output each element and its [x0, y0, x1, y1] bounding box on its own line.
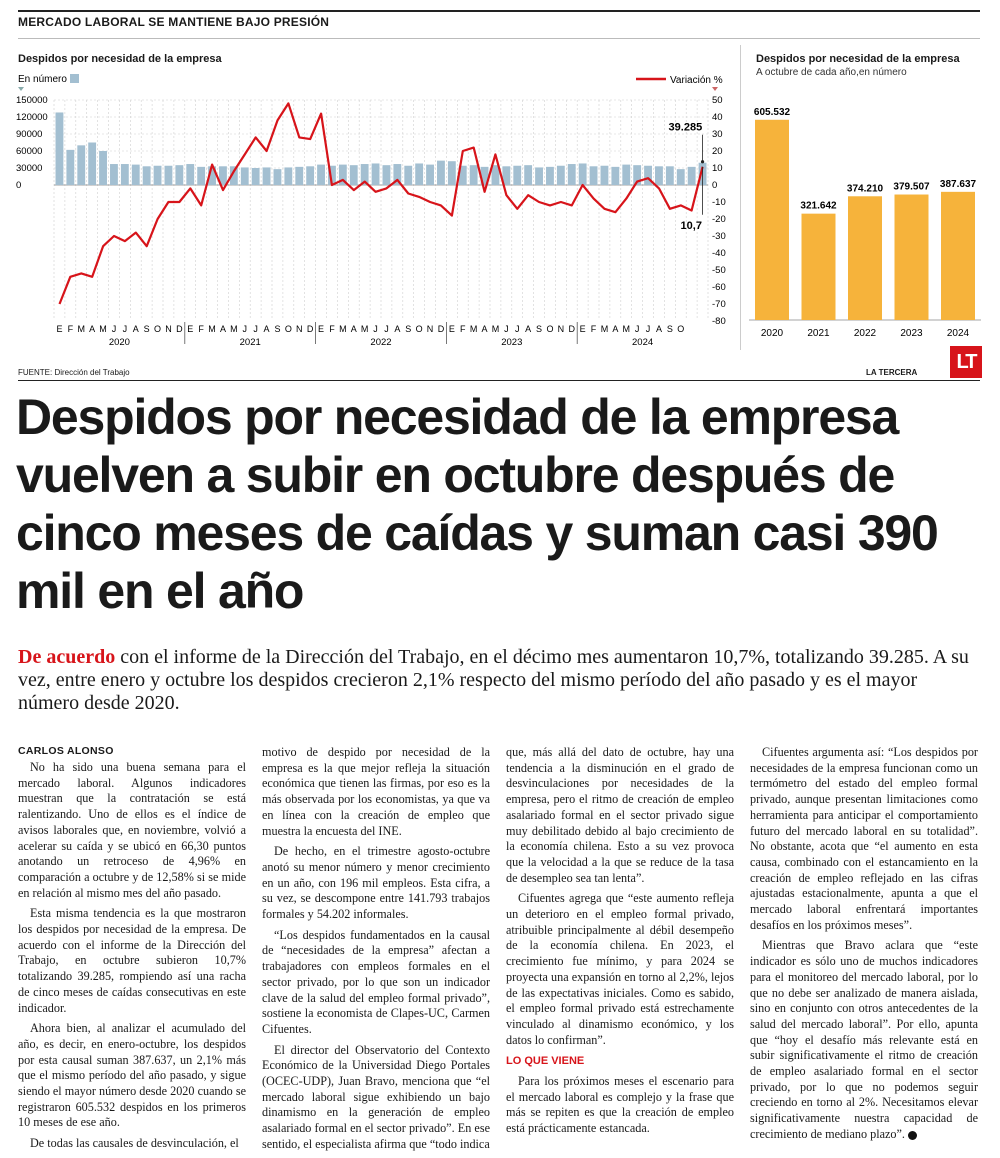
monthly-bar — [252, 168, 260, 185]
monthly-bar — [677, 169, 685, 185]
annual-category-label: 2020 — [760, 328, 784, 339]
monthly-bar — [186, 164, 194, 185]
kicker-rule — [18, 38, 980, 39]
body-paragraph: De hecho, en el trimestre agosto-octubre anotó su menor número y menor crecimiento en un año, con 196 mil empleos. Esta cifra, a su vez, se descompone entre 141.793 trabajos formales y 54.202 informales. — [262, 844, 490, 922]
annual-bar — [755, 120, 789, 320]
right-tick-label: -70 — [712, 299, 726, 310]
month-tick-label: D — [176, 324, 183, 334]
month-tick-label: M — [360, 324, 369, 334]
annual-value-label: 321.642 — [800, 200, 837, 212]
month-tick-label: D — [306, 324, 314, 334]
month-tick-label: E — [318, 324, 325, 334]
right-tick-label: -40 — [712, 248, 726, 259]
month-tick-label: J — [373, 324, 378, 334]
month-tick-label: A — [219, 324, 226, 334]
body-paragraph-text: Mientras que Bravo aclara que “este indicador es sólo uno de muchos indicadores para el monitoreo del mercado laboral, por lo que no debe ser analizado de manera aislada, sino en conjunto con otros antecedentes de la salud del mercado laboral”. Por ello, apunta que “hoy el desafío más relevante está en subir significativamente el ritmo de creación de empleo asalariado formal en el sector privado, por lo que no podemos seguir creciendo en torno al 2%. Necesitamos elevar significativamente nuestra capacidad de crecimiento de mediano plazo”. — [750, 938, 978, 1141]
month-tick-label: O — [677, 324, 685, 334]
section-kicker: MERCADO LABORAL SE MANTIENE BAJO PRESIÓN — [18, 15, 330, 29]
last-variation-label: 10,7 — [680, 219, 702, 232]
deck — [18, 646, 980, 715]
month-tick-label: N — [426, 324, 434, 334]
monthly-bar — [524, 165, 532, 185]
annual-bar — [848, 196, 882, 320]
annual-value-label: 605.532 — [753, 106, 791, 118]
annual-bar — [802, 214, 836, 320]
monthly-bar — [513, 166, 521, 185]
body-column-2 — [262, 745, 490, 1158]
month-tick-label: M — [230, 324, 238, 334]
left-tick-label: 60000 — [16, 146, 43, 157]
month-tick-label: F — [329, 324, 335, 334]
annual-category-label: 2023 — [900, 328, 923, 339]
monthly-bar — [121, 164, 129, 185]
monthly-bar — [383, 165, 391, 185]
monthly-bar — [154, 166, 162, 185]
left-tick-label: 150000 — [16, 95, 48, 106]
right-tick-label: -60 — [712, 282, 726, 293]
monthly-bar — [470, 165, 478, 185]
month-tick-label: M — [491, 324, 500, 334]
monthly-bar — [110, 164, 118, 185]
month-tick-label: E — [579, 324, 586, 334]
body-paragraph: Cifuentes agrega que “este aumento refleja un deterioro en el empleo formal privado, atribuible principalmente al débil desempeño de la economía chilena. En 2023, el crecimiento fue mínimo, y para 2024 se proyecta una expansión en torno al 2,2%, lejos de las expectativas iniciales. Como es sabido, el empleo formal privado está estrechamente vinculado al dinamismo económico, y los datos lo confirman”. — [506, 891, 734, 1047]
annual-chart-title: Despidos por necesidad de la empresa — [756, 53, 960, 65]
left-tick-label: 0 — [16, 180, 22, 191]
monthly-bar — [666, 166, 674, 185]
monthly-bar — [415, 163, 423, 185]
month-tick-label: A — [394, 324, 401, 334]
month-tick-label: S — [405, 324, 412, 334]
monthly-bar — [535, 167, 543, 185]
month-tick-label: O — [154, 324, 162, 334]
month-tick-label: F — [198, 324, 204, 334]
annual-category-label: 2022 — [853, 328, 877, 339]
monthly-bar — [143, 166, 151, 185]
right-tick-label: -10 — [712, 197, 726, 208]
monthly-bar — [372, 163, 380, 185]
monthly-bar — [284, 167, 292, 185]
left-tick-label: 120000 — [16, 112, 48, 123]
monthly-bar — [611, 167, 619, 185]
monthly-chart-title: Despidos por necesidad de la empresa — [18, 53, 222, 65]
body-paragraph: No ha sido una buena semana para el mercado laboral. Algunos indicadores muestran que la contratación se está ralentizando. Uno de ellos es el índice de avisos laborales que, en noviembre, volvió a acelerar su caída y se ubicó en 66,30 puntos anotando un retroceso de 4,96% en comparación a octubre y de 12,58% si se mide en relación al mismo mes del año pasado. — [18, 760, 246, 900]
month-tick-label: O — [546, 324, 554, 334]
year-label: 2021 — [239, 337, 261, 348]
month-tick-label: A — [89, 324, 96, 334]
annual-value-label: 379.507 — [893, 181, 930, 193]
annual-chart — [745, 80, 985, 345]
year-label: 2023 — [501, 337, 523, 348]
right-tick-label: -50 — [712, 265, 726, 276]
left-axis-marker-icon — [18, 87, 24, 91]
monthly-bar — [426, 165, 434, 185]
monthly-bar — [88, 143, 96, 186]
monthly-bar — [622, 165, 630, 185]
monthly-bar — [165, 166, 173, 185]
monthly-bar — [263, 167, 271, 185]
body-paragraph: motivo de despido por necesidad de la empresa es la que mejor refleja la situación económica que tienen las firmas, por eso es la más observada por los economistas, ya que va en línea con la creación de empleo que muestra la encuesta del INE. — [262, 745, 490, 838]
la-tercera-logo: LT — [950, 346, 982, 378]
deck-text: con el informe de la Dirección del Trabajo, en el décimo mes aumentaron 10,7%, totalizando 39.285. A su vez, entre enero y octubre los despidos crecieron 2,1% respecto del mismo período del año pasado y es el mayor número desde 2020. — [18, 646, 969, 714]
month-tick-label: M — [208, 324, 216, 334]
month-tick-label: A — [350, 324, 357, 334]
month-tick-label: J — [253, 324, 258, 334]
body-column-3 — [506, 745, 734, 1142]
byline: CARLOS ALONSO — [18, 745, 114, 757]
annual-value-label: 374.210 — [846, 183, 884, 195]
body-paragraph: El director del Observatorio del Contexto Económico de la Universidad Diego Portales (OCEC-UDP), Juan Bravo, menciona que “el mercado laboral sigue exhibiendo un bajo dinamismo en la generación de empleo asalariado formal en el sector privado”. En ese sentido, el especialista afirma que “todo indica — [262, 1042, 490, 1151]
month-tick-label: E — [448, 324, 455, 334]
year-label: 2020 — [108, 337, 130, 348]
right-tick-label: 10 — [712, 163, 723, 174]
month-tick-label: M — [339, 324, 347, 334]
month-tick-label: A — [132, 324, 139, 334]
monthly-bar — [66, 150, 74, 185]
right-tick-label: -20 — [712, 214, 726, 225]
month-tick-label: S — [143, 324, 150, 334]
body-paragraph: Cifuentes argumenta así: “Los despidos por necesidades de la empresa funcionan como un termómetro del estado del empleo formal privado, aunque presentan limitaciones como herramienta para anticipar el comportamiento futuro del mercado laboral en su totalidad”. No obstante, acota que “el aumento en esta causa, combinado con el estancamiento en la creación de empleo reflejado en las cifras ajustadas estacionalmente, apunta a que el mercado laboral enfrentará importantes desafíos en los próximos meses”. — [750, 745, 978, 932]
month-tick-label: J — [515, 324, 520, 334]
left-tick-label: 30000 — [16, 163, 43, 174]
month-tick-label: J — [634, 324, 640, 334]
monthly-bar — [295, 167, 303, 185]
right-axis-label: Variación % — [670, 75, 723, 86]
monthly-bar — [77, 145, 85, 185]
month-tick-label: S — [536, 324, 543, 334]
monthly-bar — [557, 166, 565, 185]
annual-value-label: 387.637 — [939, 178, 977, 190]
month-tick-label: N — [165, 324, 172, 334]
subhead: LO QUE VIENE — [506, 1055, 585, 1068]
month-tick-label: S — [666, 324, 673, 334]
deck-lead: De acuerdo — [18, 646, 116, 668]
monthly-bar — [274, 169, 282, 185]
month-tick-label: M — [622, 324, 630, 334]
month-tick-label: A — [655, 324, 662, 334]
annual-category-label: 2024 — [946, 328, 970, 339]
right-tick-label: 50 — [712, 95, 723, 106]
body-column-4 — [750, 745, 978, 1148]
annual-chart-subtitle: A octubre de cada año,en número — [756, 67, 907, 78]
month-tick-label: S — [274, 324, 281, 334]
chart-bottom-rule — [18, 380, 980, 381]
monthly-bar — [688, 167, 696, 185]
end-mark-icon: P — [908, 1131, 917, 1140]
bar-legend-swatch — [70, 74, 79, 83]
left-axis-label: En número — [18, 74, 67, 85]
month-tick-label: F — [460, 324, 466, 334]
month-tick-label: A — [612, 324, 619, 334]
monthly-bar — [404, 166, 412, 185]
last-value-label: 39.285 — [668, 121, 703, 134]
year-label: 2022 — [370, 337, 392, 348]
month-tick-label: M — [99, 324, 107, 334]
right-tick-label: -30 — [712, 231, 726, 242]
month-tick-label: N — [557, 324, 565, 334]
monthly-bar — [350, 165, 358, 185]
left-tick-label: 90000 — [16, 129, 43, 140]
monthly-bar — [175, 165, 183, 185]
annual-category-label: 2021 — [807, 328, 830, 339]
month-tick-label: M — [600, 324, 609, 334]
month-tick-label: N — [296, 324, 303, 334]
monthly-bar — [655, 166, 663, 185]
annual-bar — [895, 195, 929, 320]
right-tick-label: -80 — [712, 316, 726, 327]
right-tick-label: 20 — [712, 146, 723, 157]
month-tick-label: A — [263, 324, 270, 334]
month-tick-label: O — [284, 324, 292, 334]
brand-name: LA TERCERA — [866, 368, 918, 377]
chart-divider — [740, 45, 741, 350]
month-tick-label: F — [67, 324, 74, 334]
month-tick-label: J — [111, 324, 117, 334]
monthly-bar — [241, 167, 249, 185]
month-tick-label: J — [645, 324, 651, 334]
monthly-bar — [197, 167, 205, 185]
body-paragraph: Para los próximos meses el escenario para el mercado laboral es complejo y la frase que más se repiten es que la creación de empleo está prácticamente estancada. — [506, 1074, 734, 1136]
body-paragraph: Esta misma tendencia es la que mostraron los despidos por necesidad de la empresa. De acuerdo con el informe de la Dirección del Trabajo, en octubre subieron 10,7% totalizando 39.285, rompiendo así una racha de cinco meses de caídas consecutivas en este indicador. — [18, 906, 246, 1015]
month-tick-label: O — [415, 324, 423, 334]
month-tick-label: E — [187, 324, 194, 334]
month-tick-label: J — [384, 324, 389, 334]
body-column-1 — [18, 760, 246, 1157]
monthly-bar — [132, 165, 140, 185]
month-tick-label: F — [590, 324, 597, 334]
body-paragraph — [750, 938, 978, 1142]
right-tick-label: 40 — [712, 112, 723, 123]
year-label: 2024 — [632, 337, 654, 348]
month-tick-label: M — [469, 324, 478, 334]
monthly-bar — [317, 165, 325, 185]
body-paragraph: De todas las causales de desvinculación, el — [30, 1136, 239, 1151]
month-tick-label: A — [481, 324, 488, 334]
monthly-bar — [568, 164, 576, 185]
annual-bar — [941, 192, 975, 320]
monthly-bar — [448, 161, 456, 185]
right-axis-marker-icon — [712, 87, 718, 91]
month-tick-label: J — [122, 324, 128, 334]
monthly-bar — [56, 112, 64, 185]
monthly-bar — [601, 166, 609, 185]
monthly-bar — [546, 167, 554, 185]
monthly-bar — [306, 166, 314, 185]
month-tick-label: D — [437, 324, 445, 334]
body-paragraph: “Los despidos fundamentados en la causal de “necesidades de la empresa” afectan a trabajadores con empleos formales en el sector privado, por lo que son un indicador clave de la salud del empleo formal privado”, sostiene la economista de Clapes-UC, Carmen Cifuentes. — [262, 927, 490, 1036]
monthly-bar — [579, 163, 587, 185]
month-tick-label: E — [56, 324, 63, 334]
chart-source: FUENTE: Dirección del Trabajo — [18, 368, 130, 377]
body-paragraph: Ahora bien, al analizar el acumulado del año, es decir, en enero-octubre, los despidos por esta causal suman 387.637, un 2,1% más que el mismo período del año pasado, y sigue siendo el mayor número desde 2020 cuando se registraron 605.532 despidos en los primeros 10 meses de ese año. — [18, 1021, 246, 1130]
month-tick-label: M — [77, 324, 85, 334]
monthly-chart — [0, 45, 740, 355]
month-tick-label: A — [525, 324, 532, 334]
month-tick-label: J — [504, 324, 509, 334]
top-rule — [18, 10, 980, 12]
headline: Despidos por necesidad de la empresa vuelven a subir en octubre después de cinco meses de caídas y suman casi 390 mil en el año — [16, 389, 938, 619]
monthly-bar — [99, 151, 107, 185]
body-paragraph: que, más allá del dato de octubre, hay una tendencia a la disminución en el grado de desvinculaciones por necesidades de la empresa, pero el ritmo de creación de empleo asalariado formal en el sector privado sigue muy debilitado debido al bajo crecimiento de la economía chilena. Esto a su vez provoca que la velocidad a la que se reduce de la tasa de desempleo sea tan lenta”. — [506, 745, 734, 885]
month-tick-label: D — [568, 324, 575, 334]
right-tick-label: 0 — [712, 180, 718, 191]
right-tick-label: 30 — [712, 129, 723, 140]
annotation-dot — [701, 160, 704, 163]
monthly-bar — [437, 161, 445, 185]
month-tick-label: J — [242, 324, 247, 334]
monthly-bar — [590, 166, 598, 185]
